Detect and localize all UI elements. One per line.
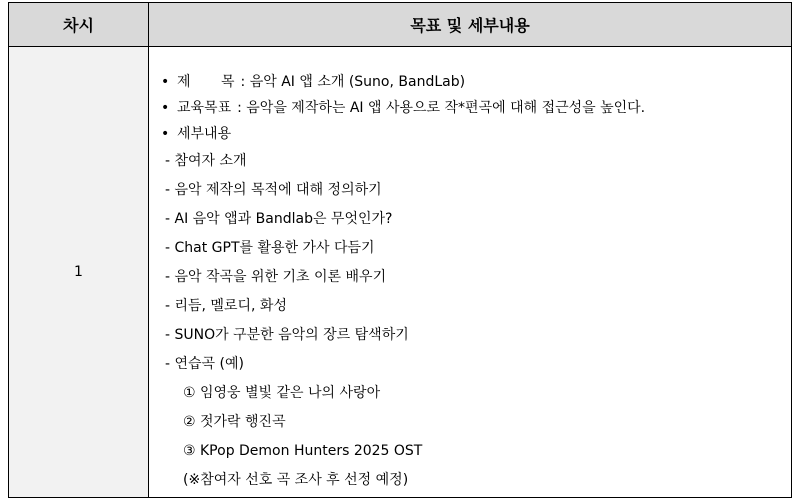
session-header: 차시 — [9, 3, 149, 47]
title-label-first: 제 — [177, 73, 191, 90]
title-line — [161, 69, 791, 95]
song-item: ③ KPop Demon Hunters 2025 OST — [183, 443, 423, 459]
details-heading: 세부내용 — [177, 125, 232, 142]
goal-text: : 음악을 제작하는 AI 앱 사용으로 작*편곡에 대해 접근성을 높인다. — [237, 99, 646, 116]
title-text: : 음악 AI 앱 소개 (Suno, BandLab) — [240, 73, 466, 90]
session-number: 1 — [9, 47, 149, 498]
content-block — [149, 47, 791, 495]
goal-label: 교육목표 — [177, 99, 232, 116]
detail-item: - 참여자 소개 — [165, 153, 247, 169]
curriculum-table — [8, 2, 792, 498]
detail-item: - 연습곡 (예) — [165, 356, 244, 372]
session-row — [9, 47, 792, 498]
bullet-icon: • — [161, 73, 170, 90]
bullet-icon: • — [161, 125, 170, 142]
details-heading-line — [161, 121, 791, 147]
detail-item: - 음악 제작의 목적에 대해 정의하기 — [165, 182, 382, 198]
header-row — [9, 3, 792, 47]
title-label-second: 목 — [221, 73, 235, 90]
song-item: ① 임영웅 별빛 같은 나의 사랑아 — [183, 385, 381, 401]
song-item: ② 젓가락 행진곡 — [183, 414, 286, 430]
detail-item: - 리듬, 멜로디, 화성 — [165, 298, 287, 314]
content-cell — [149, 47, 792, 498]
detail-item: - AI 음악 앱과 Bandlab은 무엇인가? — [165, 211, 393, 227]
detail-item: - SUNO가 구분한 음악의 장르 탐색하기 — [165, 327, 409, 343]
selection-note: (※참여자 선호 곡 조사 후 선정 예정) — [183, 472, 409, 488]
detail-item: - 음악 작곡을 위한 기초 이론 배우기 — [165, 269, 387, 285]
detail-item: - Chat GPT를 활용한 가사 다듬기 — [165, 240, 375, 256]
bullet-icon: • — [161, 99, 170, 116]
goal-line — [161, 95, 791, 121]
content-header: 목표 및 세부내용 — [149, 3, 792, 47]
